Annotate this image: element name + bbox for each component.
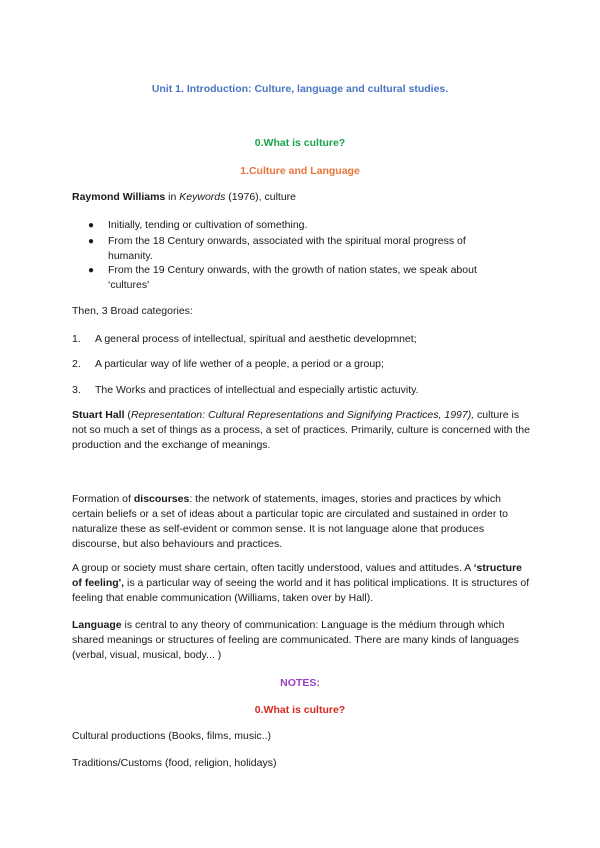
williams-name: Raymond Williams bbox=[72, 191, 166, 203]
heading-notes-what-is-culture: 0.What is culture? bbox=[254, 704, 346, 716]
williams-book: Keywords bbox=[179, 191, 226, 203]
williams-in: in bbox=[165, 191, 180, 203]
bullet-item: From the 18 Century onwards, associated with the spiritual moral progress of humanity. bbox=[108, 235, 466, 262]
note-item: Cultural productions (Books, films, music..) bbox=[72, 730, 271, 742]
hall-name: Stuart Hall bbox=[72, 409, 125, 421]
note-item: Traditions/Customs (food, religion, holidays) bbox=[72, 757, 277, 769]
language-term: Language bbox=[72, 619, 122, 631]
category-number: 1. bbox=[72, 333, 81, 345]
hall-source: Representation: Cultural Representations and Signifying Practices, 1997), bbox=[130, 409, 475, 421]
hall-rest: culture is not so much a set of things as a process, a set of practices. Primarily, culture is concerned with the production and the exchange of meanings. bbox=[72, 409, 530, 451]
hall-paragraph bbox=[72, 408, 532, 453]
feeling-term: ‘structure of feeling', bbox=[72, 562, 523, 589]
bullet-item: From the 19 Century onwards, with the growth of nation states, we speak about ‘cultures' bbox=[108, 264, 477, 291]
bullet-marker: ● bbox=[88, 265, 95, 276]
category-text: The Works and practices of intellectual and especially artistic actuvity. bbox=[95, 384, 419, 396]
bullet-marker: ● bbox=[88, 220, 95, 231]
document-title: Unit 1. Introduction: Culture, language and cultural studies. bbox=[151, 83, 449, 95]
heading-culture-and-language: 1.Culture and Language bbox=[240, 165, 360, 177]
discourses-lead: Formation of bbox=[72, 493, 134, 505]
feeling-paragraph bbox=[72, 561, 532, 606]
bullet-marker: ● bbox=[88, 236, 95, 247]
category-number: 2. bbox=[72, 358, 81, 370]
language-rest: is central to any theory of communication: Language is the médium through which shared meanings or structures of feeling are communicated. There are many kinds of languages (verbal, visual, musical, body... ) bbox=[72, 619, 519, 661]
williams-rest: (1976), culture bbox=[225, 191, 297, 203]
williams-paragraph bbox=[72, 190, 532, 205]
feeling-rest: is a particular way of seeing the world and it has political implications. It is structures of feeling that enable communication (Williams, taken over by Hall). bbox=[72, 577, 530, 604]
category-text: A particular way of life wether of a people, a period or a group; bbox=[95, 358, 384, 370]
feeling-lead: A group or society must share certain, often tacitly understood, values and attitudes. A bbox=[72, 562, 474, 574]
heading-what-is-culture: 0.What is culture? bbox=[254, 137, 346, 149]
categories-intro: Then, 3 Broad categories: bbox=[72, 305, 193, 317]
discourses-rest: : the network of statements, images, stories and practices by which certain beliefs or a set of ideas about a particular topic are circulated and sustained in order to naturalize these as self-evident or common sense. It is not language alone that produces discourse, but also behaviours and practices. bbox=[72, 493, 509, 550]
hall-open: ( bbox=[124, 409, 131, 421]
heading-notes: NOTES: bbox=[280, 677, 320, 689]
discourses-paragraph bbox=[72, 492, 532, 552]
category-number: 3. bbox=[72, 384, 81, 396]
category-text: A general process of intellectual, spiritual and aesthetic developmnet; bbox=[95, 333, 417, 345]
language-paragraph bbox=[72, 618, 532, 663]
discourses-term: discourses bbox=[133, 493, 190, 505]
bullet-item: Initially, tending or cultivation of something. bbox=[108, 219, 308, 231]
